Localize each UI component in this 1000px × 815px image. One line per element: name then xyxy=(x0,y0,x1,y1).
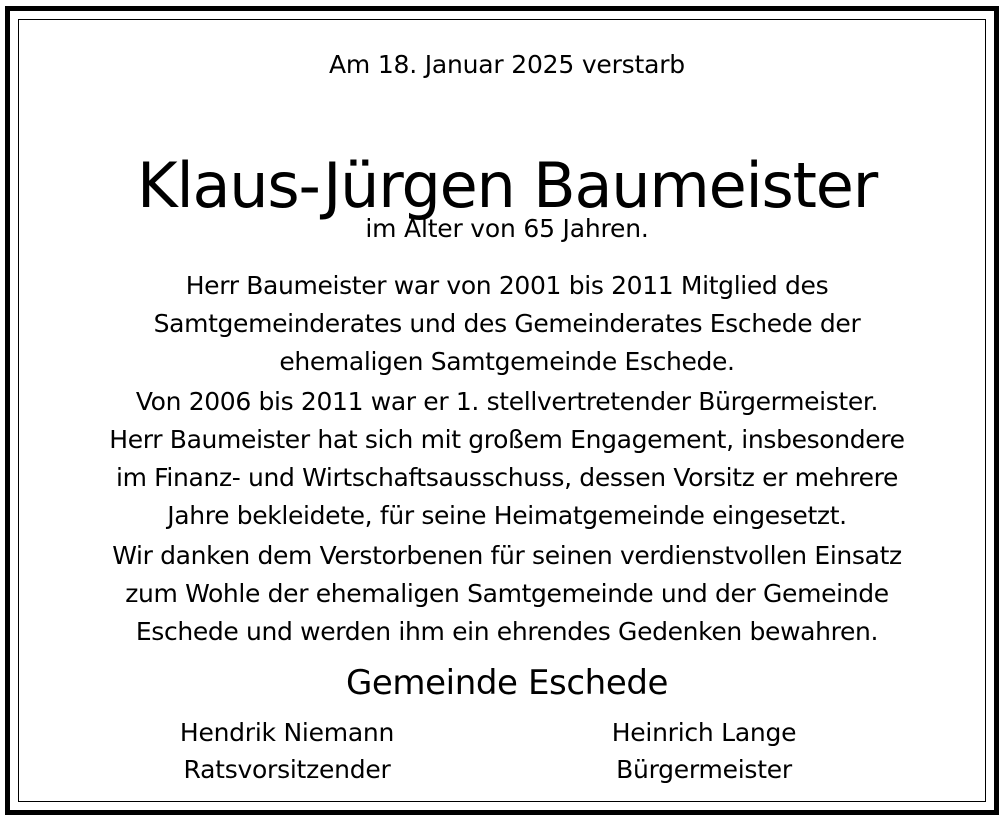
paragraph-line: Herr Baumeister hat sich mit großem Engagement, insbesondere xyxy=(109,425,905,454)
paragraph-line: zum Wohle der ehemaligen Samtgemeinde und der Gemeinde xyxy=(125,579,889,608)
service-paragraph xyxy=(10,267,1000,381)
paragraph-line: Samtgemeinderates und des Gemeinderates Eschede der xyxy=(153,309,861,338)
signer-name: Heinrich Lange xyxy=(611,718,797,747)
death-date-intro: Am 18. Januar 2025 verstarb xyxy=(329,50,685,79)
deceased-name: Klaus-Jürgen Baumeister xyxy=(136,148,877,222)
signer-title: Ratsvorsitzender xyxy=(183,755,391,784)
signer-name: Hendrik Niemann xyxy=(179,718,395,747)
paragraph-line: Herr Baumeister war von 2001 bis 2011 Mitglied des xyxy=(185,271,829,300)
age-statement: im Alter von 65 Jahren. xyxy=(365,214,649,243)
paragraph-line: Von 2006 bis 2011 war er 1. stellvertretender Bürgermeister. xyxy=(135,387,879,416)
paragraph-line: ehemaligen Samtgemeinde Eschede. xyxy=(279,347,735,376)
obituary-notice xyxy=(5,6,999,815)
signer-chairperson xyxy=(127,714,447,788)
thanks-paragraph xyxy=(10,537,1000,651)
paragraph-line: im Finanz- und Wirtschaftsausschuss, dessen Vorsitz er mehrere xyxy=(115,463,899,492)
signer-title: Bürgermeister xyxy=(616,755,792,784)
paragraph-line: Wir danken dem Verstorbenen für seinen verdienstvollen Einsatz xyxy=(112,541,902,570)
deputy-mayor-paragraph xyxy=(10,383,1000,535)
paragraph-line: Jahre bekleidete, für seine Heimatgemeinde eingesetzt. xyxy=(167,501,847,530)
organization-name: Gemeinde Eschede xyxy=(345,663,669,703)
paragraph-line: Eschede und werden ihm ein ehrendes Gedenken bewahren. xyxy=(135,617,879,646)
signer-mayor xyxy=(544,714,864,788)
